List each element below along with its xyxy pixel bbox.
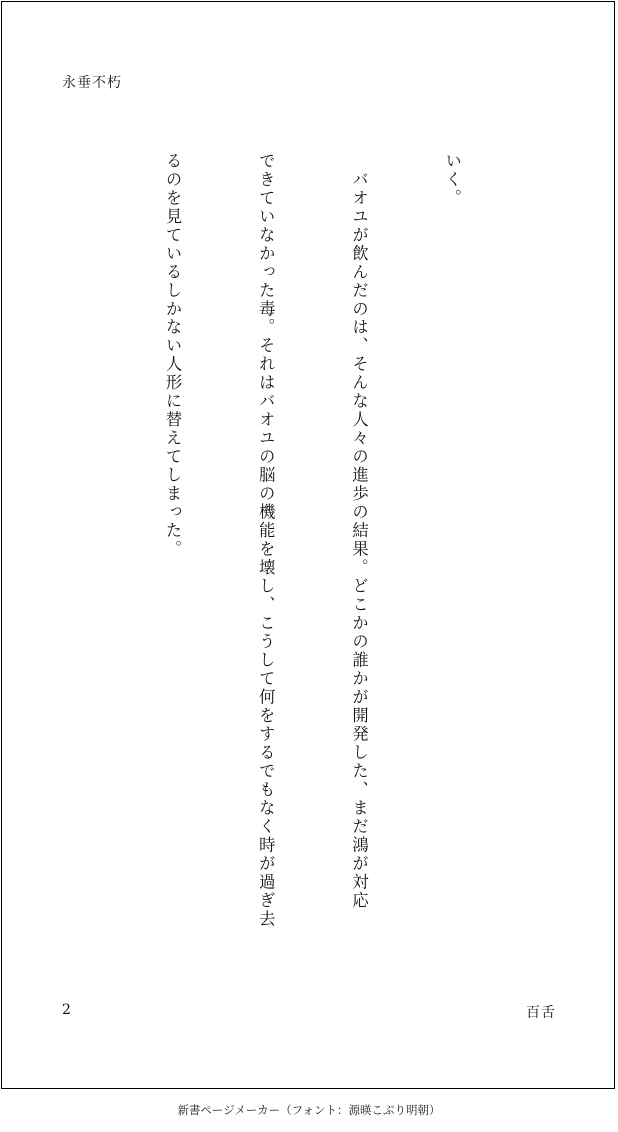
generator-credit: 新書ページメーカー（フォント：源暎こぶり明朝） — [177, 1103, 441, 1117]
author-name: 百舌 — [526, 1005, 556, 1021]
text-line: るのを見ているしかない人形に替えてしまった。 — [162, 152, 182, 559]
text-line — [64, 152, 95, 952]
text-line: いく。 — [442, 152, 462, 208]
text-line — [0, 152, 1, 952]
text-line: バオユが飲んだのは、そんな人々の進歩の結果。どこかの誰かが開発した、まだ鴻が対応 — [349, 152, 369, 911]
running-header-title: 永垂不朽 — [62, 75, 122, 91]
book-page — [1, 1, 615, 1089]
page-number: 2 — [62, 1002, 71, 1018]
text-line: できていなかった毒。それはバオユの脳の機能を壊し、こうして何をするでもなく時が過ぎ去 — [256, 152, 276, 929]
vertical-body-text — [50, 152, 530, 952]
